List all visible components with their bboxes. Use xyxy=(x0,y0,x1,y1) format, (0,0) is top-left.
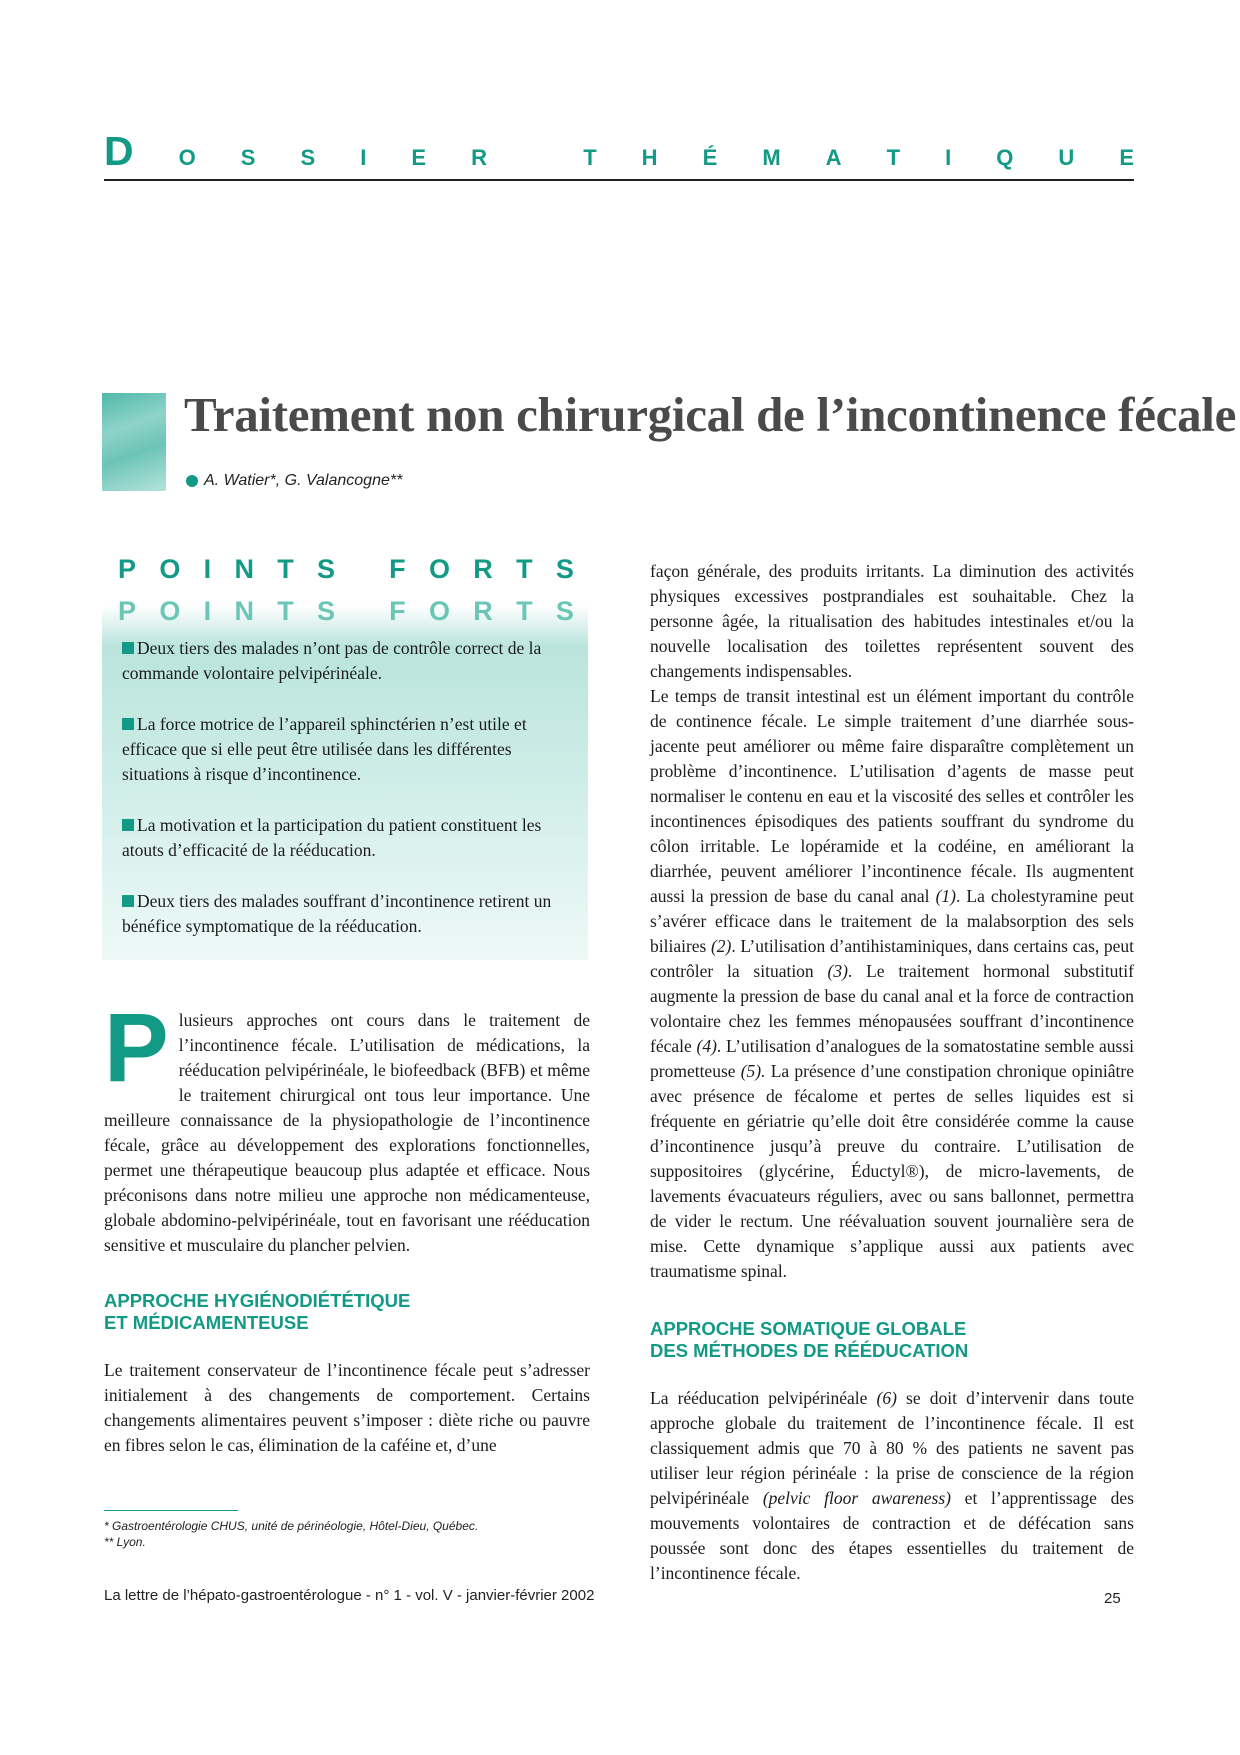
square-bullet-icon xyxy=(122,895,134,907)
square-bullet-icon xyxy=(122,718,134,730)
header-letter: M xyxy=(762,145,781,170)
heading-letter: F xyxy=(389,596,406,626)
heading-letter: P xyxy=(118,554,137,584)
bullet-dot-icon xyxy=(186,475,198,487)
header-letter: O xyxy=(178,145,196,170)
right-paragraph-2: Le temps de transit intestinal est un élément important du contrôle de continence fécale. Le simple traitement d’une diarrhée sous-jacente peut améliorer ou même faire disparaître complètement un problème d’incontinence. L’utilisation d’agents de masse peut normaliser le contenu en eau et la viscosité des selles et contrôler les incontinences épisodiques des patients souffrant du syndrome du côlon irritable. Le lopéramide et la codéine, en améliorant la diarrhée, peuvent améliorer l’incontinence fécale. Ils augmentent aussi la pression de base du canal anal (1). La cholestyramine peut s’avérer efficace dans le traitement de la malabsorption des sels biliaires (2). L’utilisation d’antihistaminiques, dans certains cas, peut contrôler la situation (3). Le traitement hormonal substitutif augmente la pression de base du canal anal et la force de contraction volontaire chez les femmes ménopausées souffrant d’incontinence fécale (4). L’utilisation d’analogues de la somatostatine semble aussi prometteuse (5). La présence d’une constipation chronique opiniâtre avec présence de fécalome et pertes de selles liquides est si fréquente en gériatrie qu’elle doit être considérée comme la cause d’incontinence jusqu’à preuve du contraire. L’utilisation de suppositoires (glycérine, Éductyl®), de micro-lavements, de lavements évacuateurs réguliers, avec ou sans ballonnet, permettra de vider le rectum. Une réévaluation souvent journalière sera de mise. Cette dynamique s’applique aussi aux patients avec traumatisme spinal. xyxy=(650,686,1134,1281)
article-title: Traitement non chirurgical de l’incontinence fécale xyxy=(184,387,1237,442)
right-column xyxy=(650,559,1134,1586)
heading-letter: F xyxy=(389,554,406,584)
section-header-dossier-thematique xyxy=(104,128,1134,174)
header-letter: U xyxy=(1058,145,1075,170)
header-letter: D xyxy=(104,128,134,174)
points-forts-heading-shadow xyxy=(118,596,574,627)
heading-letter: T xyxy=(516,596,533,626)
header-letter: E xyxy=(1119,145,1134,170)
left-column xyxy=(104,993,590,1458)
journal-footer: La lettre de l’hépato-gastroentérologue - n° 1 - vol. V - janvier-février 2002 xyxy=(104,1587,595,1604)
header-rule xyxy=(104,179,1134,181)
heading-letter: R xyxy=(473,596,493,626)
heading-letter: N xyxy=(234,596,254,626)
square-bullet-icon xyxy=(122,642,134,654)
header-letter: S xyxy=(240,145,256,170)
header-letter: I xyxy=(945,145,952,170)
heading-letter: T xyxy=(516,554,533,584)
header-letter: A xyxy=(825,145,842,170)
authors: A. Watier*, G. Valancogne** xyxy=(204,472,403,489)
heading-letter: S xyxy=(555,554,574,584)
header-spacer xyxy=(532,145,538,171)
footnote: ** Lyon. xyxy=(104,1535,146,1549)
heading-letter: I xyxy=(203,596,212,626)
section-heading-somatique: APPROCHE SOMATIQUE GLOBALE DES MÉTHODES DE RÉÉDUCATION xyxy=(650,1318,969,1361)
heading-letter: O xyxy=(159,554,181,584)
header-letter: T xyxy=(886,145,901,170)
intro-paragraph: Plusieurs approches ont cours dans le traitement de l’incontinence fécale. L’utilisation de médications, la rééducation pelvipérinéale, le biofeedback (BFB) et même le traitement chirurgical ont tous leur importance. Une meilleure connaissance de la physiopathologie de l’incontinence fécale, grâce au développement des explorations fonctionnelles, permet une thérapeutique beaucoup plus adaptée et efficace. Nous préconisons dans notre milieu une approche non médicamenteuse, globale abdomino-pelvipérinéale, tout en favorisant une rééducation sensitive et musculaire du plancher pelvien. xyxy=(104,993,590,1255)
section1-paragraph: Le traitement conservateur de l’incontinence fécale peut s’adresser initialement à des changements de comportement. Certains changements alimentaires peuvent s’imposer : diète riche ou pauvre en fibres selon le cas, élimination de la caféine et, d’une xyxy=(104,1360,590,1455)
header-letter: R xyxy=(471,145,487,170)
heading-letter: N xyxy=(234,554,254,584)
heading-letter: O xyxy=(159,596,181,626)
header-letter: T xyxy=(583,145,597,170)
heading-letter: R xyxy=(473,554,493,584)
heading-letter: O xyxy=(428,596,450,626)
authors-line xyxy=(186,472,402,490)
heading-letter: S xyxy=(317,554,336,584)
heading-spacer xyxy=(358,554,366,585)
heading-letter: I xyxy=(203,554,212,584)
section2-paragraph: La rééducation pelvipérinéale (6) se doit d’intervenir dans toute approche globale du traitement de l’incontinence fécale. Il est classiquement admis que 70 à 80 % des patients ne savent pas utiliser leur région périnéale : la prise de conscience de la région pelvipérinéale (pelvic floor awareness) et l’apprentissage des mouvements volontaires de contraction et de défécation sans poussée sont donc des étapes essentielles du traitement de l’incontinence fécale. xyxy=(650,1388,1134,1583)
heading-spacer xyxy=(358,596,366,627)
points-forts-item: La motivation et la participation du patient constituent les atouts d’efficacité de la rééducation. xyxy=(122,815,542,860)
drop-cap: P xyxy=(104,993,169,1102)
header-letter: S xyxy=(300,145,316,170)
right-paragraph-1: façon générale, des produits irritants. La diminution des activités physiques excessives postprandiales est souhaitable. Chez la personne âgée, la ritualisation des habitudes intestinales et/ou la nouvelle localisation des toilettes représentent souvent des changements indispensables. xyxy=(650,561,1134,681)
footnote-rule xyxy=(104,1510,238,1511)
heading-letter: O xyxy=(428,554,450,584)
title-decorative-swatch xyxy=(102,393,166,491)
header-letter: E xyxy=(411,145,427,170)
heading-letter: T xyxy=(277,554,294,584)
points-forts-box xyxy=(102,548,588,960)
header-letter: É xyxy=(702,145,718,170)
square-bullet-icon xyxy=(122,819,134,831)
heading-letter: S xyxy=(555,596,574,626)
heading-letter: S xyxy=(317,596,336,626)
points-forts-item: La force motrice de l’appareil sphinctérien n’est utile et efficace que si elle peut être utilisée dans les différentes situations à risque d’incontinence. xyxy=(122,714,527,784)
footnotes xyxy=(104,1518,478,1550)
heading-letter: T xyxy=(277,596,294,626)
page-number: 25 xyxy=(1104,1590,1121,1607)
section-heading-hygienodietetique: APPROCHE HYGIÉNODIÉTÉTIQUE ET MÉDICAMENTEUSE xyxy=(104,1290,411,1333)
header-letter: Q xyxy=(996,145,1014,170)
points-forts-heading xyxy=(118,554,574,585)
header-letter: H xyxy=(641,145,658,170)
heading-letter: P xyxy=(118,596,137,626)
footnote: * Gastroentérologie CHUS, unité de périnéologie, Hôtel-Dieu, Québec. xyxy=(104,1519,479,1533)
points-forts-list xyxy=(122,636,574,965)
points-forts-item: Deux tiers des malades n’ont pas de contrôle correct de la commande volontaire pelvipérinéale. xyxy=(122,638,542,683)
points-forts-item: Deux tiers des malades souffrant d’incontinence retirent un bénéfice symptomatique de la rééducation. xyxy=(122,891,552,936)
header-letter: I xyxy=(360,145,367,170)
